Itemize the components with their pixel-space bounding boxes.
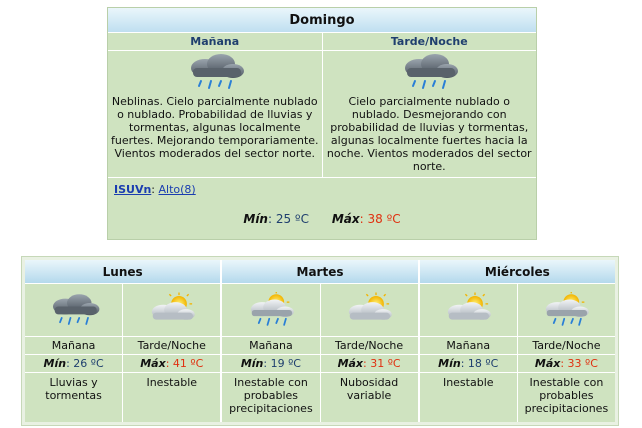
today-evening-column	[322, 33, 537, 177]
sun-rain-cloud-icon	[538, 292, 594, 328]
forecast-condition: Inestable	[123, 372, 220, 422]
today-evening-label: Tarde/Noche	[323, 33, 537, 51]
today-forecast-panel	[107, 7, 537, 240]
forecast-day-title: Martes	[222, 260, 417, 284]
forecast-part-label: Tarde/Noche	[123, 336, 220, 354]
forecast-condition: Lluvias y tormentas	[25, 372, 122, 422]
forecast-min-label: Mín	[43, 357, 67, 370]
forecast-evening	[320, 284, 418, 422]
isuv-colon: :	[151, 183, 156, 196]
isuv-value-link[interactable]: Alto(8)	[158, 183, 196, 196]
today-max-label: Máx	[331, 212, 360, 226]
sun-cloud-icon	[341, 292, 397, 328]
forecast-condition: Nubosidad variable	[321, 372, 418, 422]
today-evening-description: Cielo parcialmente nublado o nublado. Desmejorando con probabilidad de lluvias y tormentas, algunas localmente fuertes hacia la noche. Vientos moderados del sector norte.	[326, 95, 532, 173]
today-min-label: Mín	[243, 212, 268, 226]
forecast-evening	[517, 284, 615, 422]
forecast-min-value: : 19 ºC	[263, 357, 301, 370]
forecast-max-temp	[518, 354, 615, 372]
sun-rain-cloud-icon	[243, 292, 299, 328]
forecast-min-temp	[222, 354, 319, 372]
forecast-morning	[420, 284, 517, 422]
forecast-max-label: Máx	[337, 357, 364, 370]
today-min-value: : 25 ºC	[267, 212, 309, 226]
forecast-day-title: Miércoles	[420, 260, 615, 284]
sun-cloud-icon	[440, 292, 496, 328]
today-morning-column	[108, 33, 322, 177]
forecast-max-value: : 41 ºC	[165, 357, 204, 370]
sun-cloud-icon	[144, 292, 200, 328]
forecast-max-label: Máx	[534, 357, 561, 370]
forecast-morning	[25, 284, 122, 422]
forecast-part-label: Mañana	[420, 336, 517, 354]
forecast-max-label: Máx	[140, 357, 166, 370]
forecast-min-label: Mín	[240, 357, 264, 370]
rain-cloud-icon	[397, 52, 461, 92]
forecast-part-label: Tarde/Noche	[518, 336, 615, 354]
forecast-part-label: Mañana	[25, 336, 122, 354]
forecast-min-temp	[25, 354, 122, 372]
forecast-condition: Inestable con probables precipitaciones	[222, 372, 319, 422]
forecast-morning	[222, 284, 319, 422]
forecast-part-label: Mañana	[222, 336, 319, 354]
forecast-evening	[122, 284, 220, 422]
three-day-forecast	[21, 256, 619, 426]
forecast-part-label: Tarde/Noche	[321, 336, 418, 354]
forecast-min-label: Mín	[438, 357, 461, 370]
forecast-day-martes	[220, 260, 417, 422]
forecast-max-temp	[321, 354, 418, 372]
forecast-min-temp	[420, 354, 517, 372]
rain-cloud-icon	[183, 52, 247, 92]
today-morning-label: Mañana	[108, 33, 322, 51]
isuv-link[interactable]: ISUVn	[114, 183, 152, 196]
forecast-condition: Inestable con probables precipitaciones	[518, 372, 615, 422]
forecast-day-miercoles	[418, 260, 615, 422]
today-morning-description: Neblinas. Cielo parcialmente nublado o nublado. Probabilidad de lluvias y tormentas, algunas localmente fuertes. Mejorando temporariamente. Vientos moderados del sector norte.	[110, 95, 319, 160]
forecast-min-value: : 26 ºC	[66, 357, 104, 370]
forecast-day-lunes	[25, 260, 220, 422]
isuv-row	[108, 177, 536, 201]
forecast-day-title: Lunes	[25, 260, 220, 284]
forecast-min-value: : 18 ºC	[460, 357, 499, 370]
forecast-max-value: : 33 ºC	[560, 357, 598, 370]
forecast-max-value: : 31 ºC	[363, 357, 401, 370]
today-max-value: : 38 ºC	[359, 212, 401, 226]
rain-cloud-icon	[46, 292, 102, 328]
today-day-title: Domingo	[108, 8, 536, 33]
forecast-max-temp	[123, 354, 220, 372]
forecast-condition: Inestable	[420, 372, 517, 422]
today-temperatures	[108, 201, 536, 237]
